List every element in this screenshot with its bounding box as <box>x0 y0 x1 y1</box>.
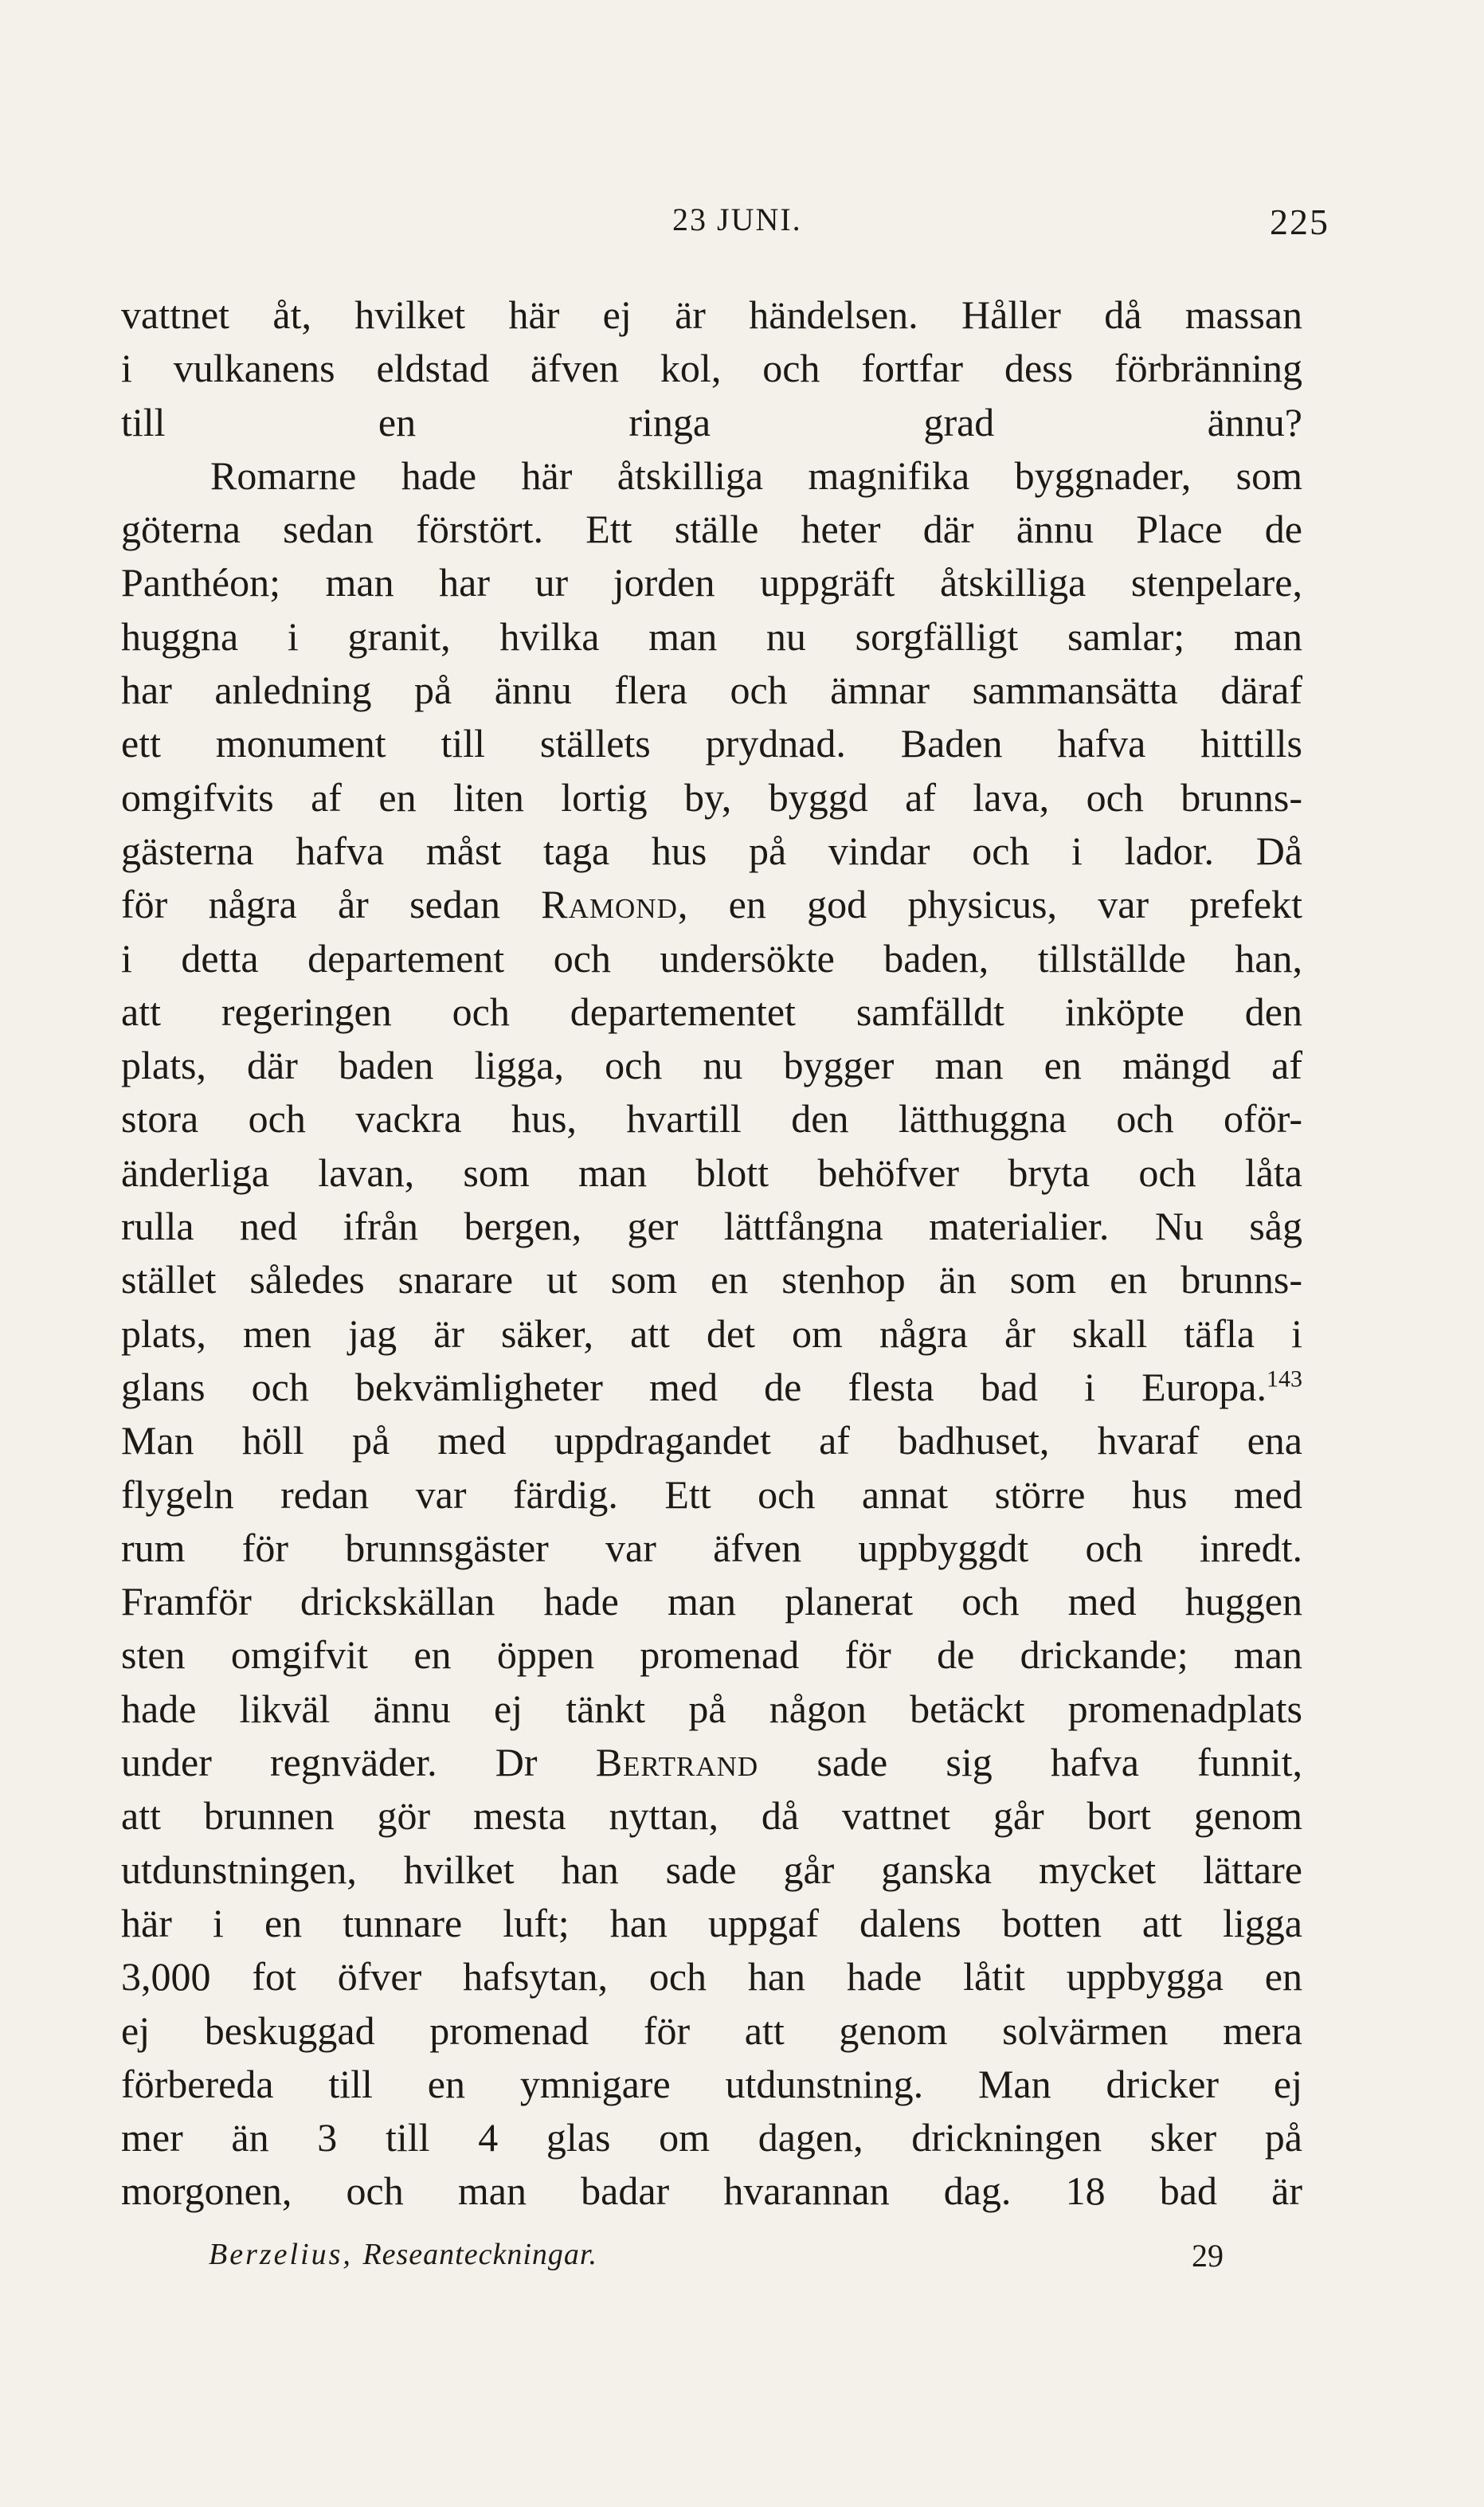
text-line: ej beskuggad promenad för att genom solvärmen mera <box>121 2008 1302 2053</box>
sheet-mark: 29 <box>1192 2238 1224 2274</box>
text-line <box>121 878 1302 931</box>
text-line: i vulkanens eldstad äfven kol, och fortfar dess förbränning <box>121 346 1302 391</box>
book-signature <box>209 2237 597 2272</box>
text-line: 3,000 fot öfver hafsytan, och han hade låtit uppbygga en <box>121 1954 1302 2000</box>
text-line: rulla ned ifrån bergen, ger lättfångna materialier. Nu såg <box>121 1204 1302 1249</box>
text-segment: sade sig hafva funnit, <box>758 1740 1302 1785</box>
text-segment: under regnväder. Dr <box>121 1740 596 1785</box>
text-line: rum för brunnsgäster var äfven uppbyggdt och inredt. <box>121 1525 1302 1570</box>
text-line: gästerna hafva måst taga hus på vindar och i lador. Då <box>121 828 1302 873</box>
text-segment: för några år sedan <box>121 882 542 927</box>
signature-work: Reseanteckningar. <box>362 2238 597 2271</box>
text-line: här i en tunnare luft; han uppgaf dalens botten att ligga <box>121 1900 1302 1945</box>
text-line: har anledning på ännu flera och ämnar sammansätta däraf <box>121 668 1302 713</box>
text-line: huggna i granit, hvilka man nu sorgfälligt samlar; man <box>121 613 1302 659</box>
signature-line <box>0 2237 1484 2285</box>
body-text <box>121 288 1302 2219</box>
text-line: göterna sedan förstört. Ett ställe heter där ännu Place de <box>121 507 1302 552</box>
text-line: stora och vackra hus, hvartill den lätthuggna och oför- <box>121 1096 1302 1142</box>
text-segment: , en god physicus, var prefekt <box>677 882 1302 927</box>
signature-author: Berzelius, <box>209 2238 353 2271</box>
running-header <box>0 201 1484 249</box>
running-title: 23 JUNI. <box>672 202 802 237</box>
text-line: plats, där baden ligga, och nu bygger man en mängd af <box>121 1043 1302 1088</box>
text-line: förbereda till en ymnigare utdunstning. Man dricker ej <box>121 2061 1302 2106</box>
text-line: mer än 3 till 4 glas om dagen, drickningen sker på <box>121 2115 1302 2160</box>
text-line: ett monument till ställets prydnad. Baden hafva hittills <box>121 721 1302 766</box>
text-line: flygeln redan var färdig. Ett och annat större hus med <box>121 1471 1302 1517</box>
text-line: att brunnen gör mesta nyttan, då vattnet går bort genom <box>121 1793 1302 1839</box>
person-name: Ramond <box>541 882 678 927</box>
text-line: hade likväl ännu ej tänkt på någon betäckt promenadplats <box>121 1686 1302 1731</box>
text-line: stället således snarare ut som en stenhop än som en brunns- <box>121 1257 1302 1302</box>
person-name: Bertrand <box>595 1740 759 1785</box>
text-line: i detta departement och undersökte baden, tillställde han, <box>121 935 1302 981</box>
text-line: vattnet åt, hvilket här ej är händelsen. Håller då massan <box>121 292 1302 337</box>
text-line <box>121 1736 1302 1789</box>
text-line: omgifvits af en liten lortig by, byggd af lava, och brunns- <box>121 774 1302 820</box>
text-line: plats, men jag är säker, att det om några år skall täfla i <box>121 1310 1302 1356</box>
text-line: att regeringen och departementet samfälldt inköpte den <box>121 989 1302 1034</box>
text-line: Man höll på med uppdragandet af badhuset, hvaraf ena <box>121 1418 1302 1463</box>
text-segment: glans och bekvämligheter med de flesta bad i Europa. <box>121 1364 1267 1409</box>
footnote-marker: 143 <box>1267 1365 1302 1393</box>
text-line: Panthéon; man har ur jorden uppgräft åtskilliga stenpelare, <box>121 560 1302 605</box>
text-line: utdunstningen, hvilket han sade går ganska mycket lättare <box>121 1847 1302 1892</box>
text-line: Framför drickskällan hade man planerat och med huggen <box>121 1579 1302 1624</box>
text-line: Romarne hade här åtskilliga magnifika byggnader, som <box>210 452 1302 498</box>
text-line: morgonen, och man badar hvarannan dag. 18 bad är <box>121 2168 1302 2214</box>
text-line: änderliga lavan, som man blott behöfver bryta och låta <box>121 1150 1302 1195</box>
text-line: sten omgifvit en öppen promenad för de drickande; man <box>121 1632 1302 1678</box>
page-number: 225 <box>1270 202 1329 242</box>
text-line <box>121 1361 1302 1414</box>
text-line: till en ringa grad ännu? <box>121 399 1302 445</box>
